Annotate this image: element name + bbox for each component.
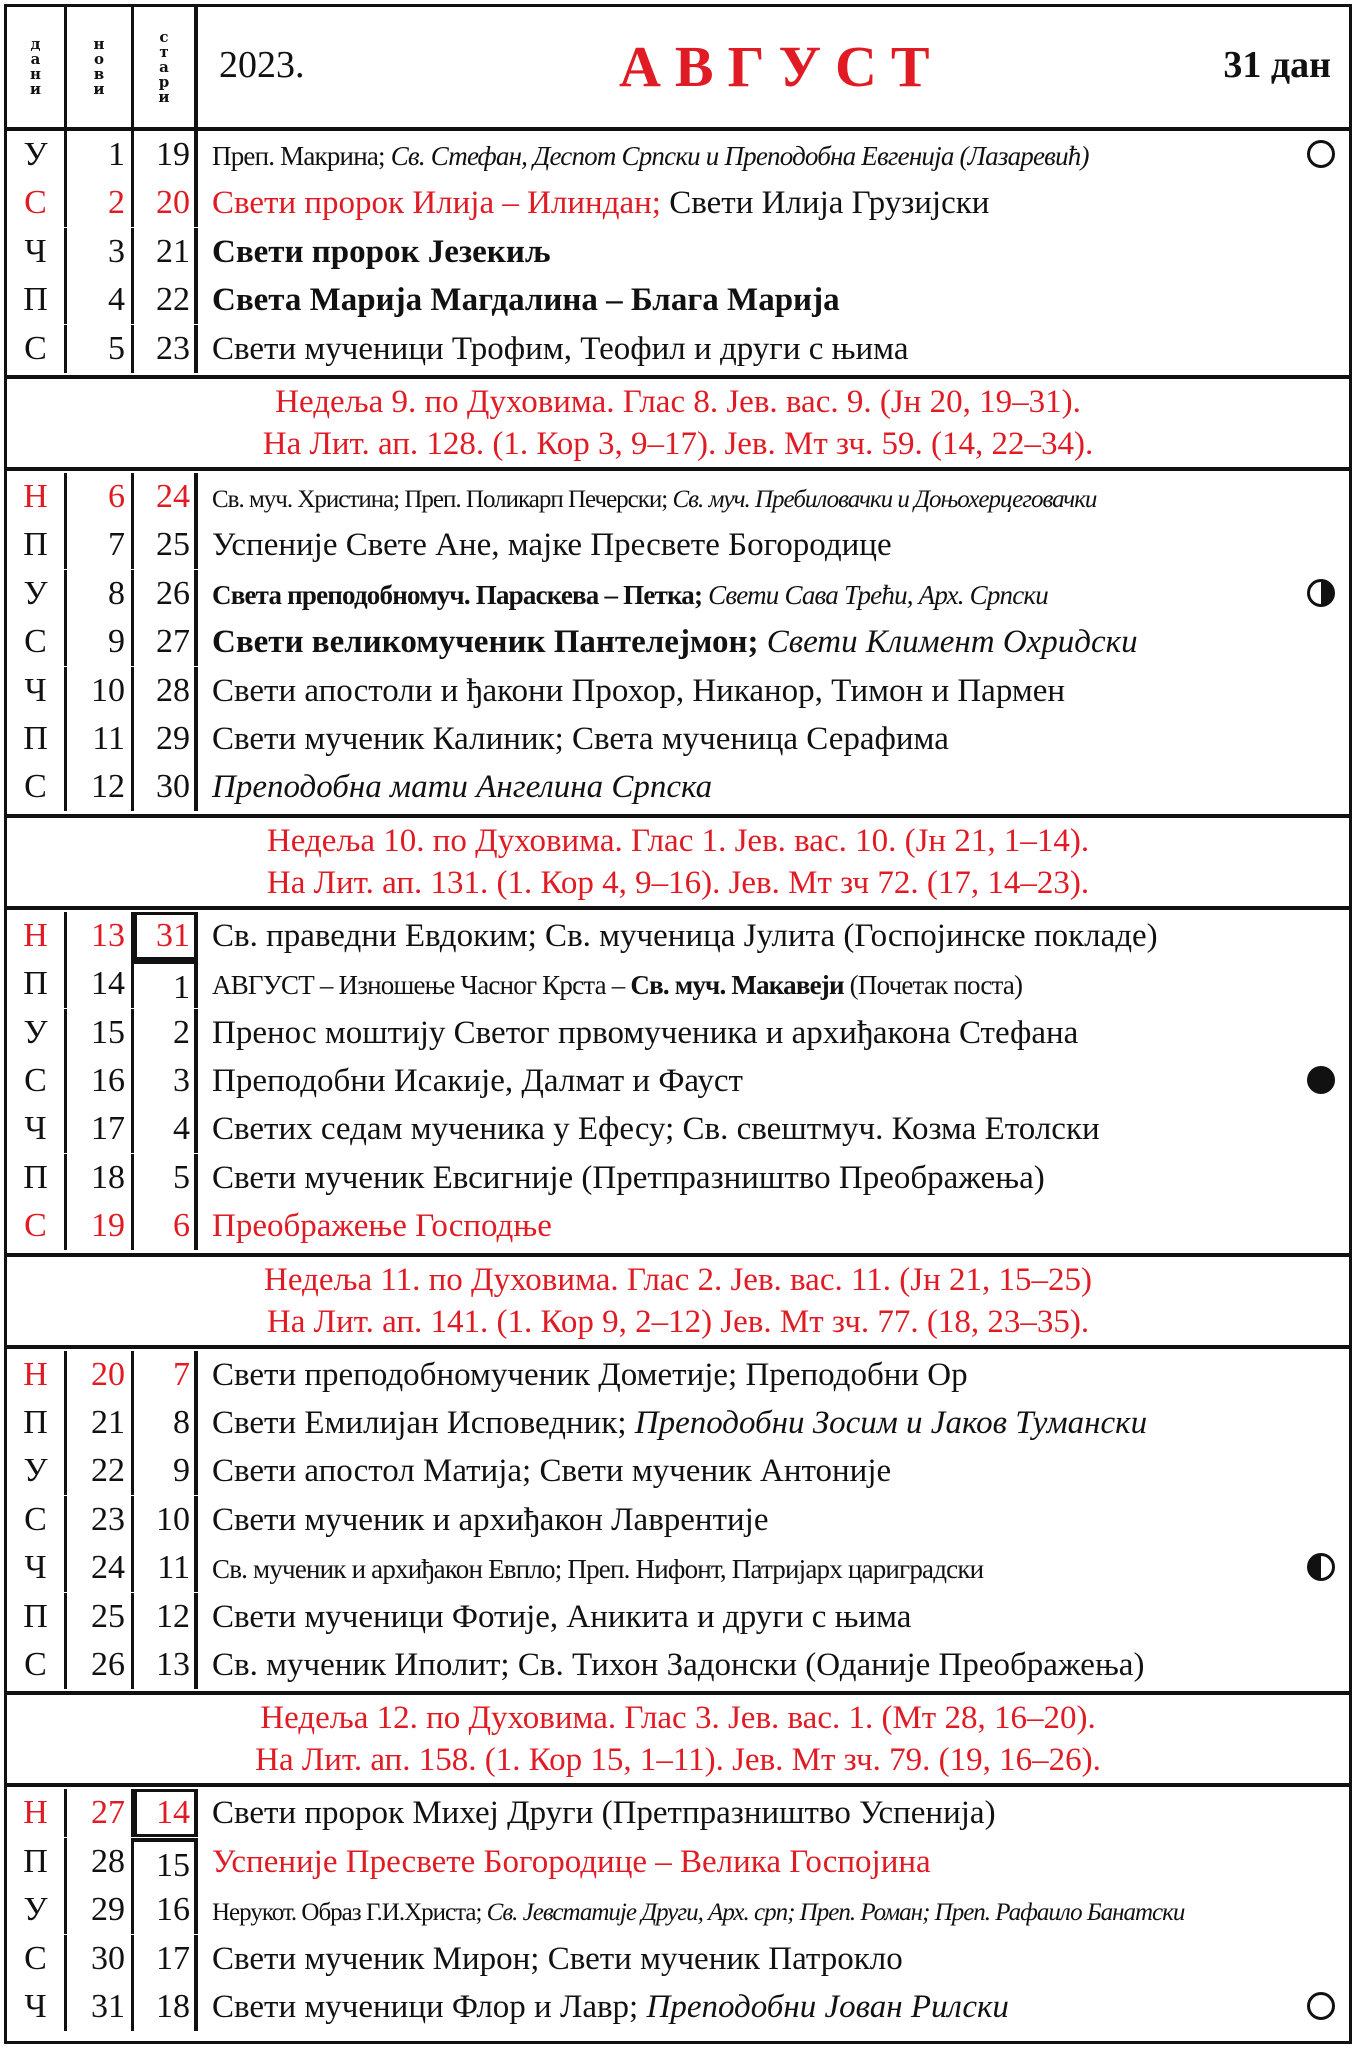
- sunday-reading: [7, 1691, 1349, 1787]
- reading-line: Недеља 12. по Духовима. Глас 3. Јев. вас. 1. (Мт 28, 16–20).: [260, 1700, 1096, 1737]
- new-date: 8: [67, 570, 134, 618]
- day-row: [7, 325, 1349, 373]
- feast-text: [202, 912, 1349, 960]
- sunday-reading: [7, 814, 1349, 910]
- day-row: [7, 228, 1349, 276]
- calendar-header: [7, 7, 1349, 131]
- col-label-letter: а: [30, 50, 41, 68]
- feast-text-part: Преп. Макрина;: [212, 141, 391, 171]
- old-date: 29: [134, 715, 198, 763]
- weekday-letter: С: [7, 1935, 67, 1983]
- new-date: 18: [67, 1154, 134, 1202]
- weekday-letter: П: [7, 960, 67, 1008]
- reading-line: На Лит. ап. 141. (1. Кор 9, 2–12) Јев. Мт зч. 77. (18, 23–35).: [266, 1303, 1090, 1340]
- feast-text-part: Свети мученик Евсигније (Претпразништво Преображења): [212, 1159, 1045, 1196]
- sunday-reading: [7, 375, 1349, 471]
- col-label-letter: д: [30, 35, 41, 53]
- new-date: 19: [67, 1202, 134, 1250]
- old-date: 6: [134, 1202, 198, 1250]
- old-date: 14: [134, 1789, 198, 1837]
- old-date: 22: [134, 276, 198, 324]
- feast-text: [202, 1935, 1349, 1983]
- old-date: 2: [134, 1009, 198, 1057]
- feast-text: [202, 1496, 1349, 1544]
- weekday-letter: Н: [7, 473, 67, 521]
- old-date: 9: [134, 1447, 198, 1495]
- feast-text: [202, 1399, 1349, 1447]
- weekday-letter: У: [7, 1447, 67, 1495]
- day-row: [7, 179, 1349, 227]
- weekday-letter: С: [7, 1496, 67, 1544]
- col-label-old: [134, 7, 198, 127]
- col-label-letter: н: [30, 65, 41, 83]
- day-row: [7, 1641, 1349, 1689]
- weekday-letter: П: [7, 1593, 67, 1641]
- feast-text: [202, 1983, 1349, 2031]
- new-date: 31: [67, 1983, 134, 2031]
- day-row: [7, 667, 1349, 715]
- old-date: 24: [134, 473, 198, 521]
- old-date: 30: [134, 763, 198, 811]
- feast-text-part: Преподобни Исакије, Далмат и Фауст: [212, 1063, 743, 1099]
- day-row: [7, 1105, 1349, 1153]
- col-label-letter: а: [159, 57, 169, 76]
- feast-text-part: (Почетак поста): [843, 970, 1023, 1001]
- weekday-letter: Н: [7, 1789, 67, 1837]
- old-date: 17: [134, 1935, 198, 1983]
- feast-text-part: АВГУСТ – Изношење Часног Крста –: [212, 970, 631, 1001]
- old-date: 20: [134, 179, 198, 227]
- month-title: АВГУСТ: [619, 34, 944, 99]
- feast-text: [202, 473, 1349, 521]
- day-row: [7, 1399, 1349, 1447]
- col-label-letter: и: [158, 87, 170, 106]
- old-date: 5: [134, 1154, 198, 1202]
- feast-text-part: Св. Стефан, Деспот Српски и Преподобна Евгенија (Лазаревић): [390, 141, 1089, 171]
- col-label-letter: в: [93, 65, 105, 83]
- feast-text-part: Нерукот. Образ Г.И.Христа;: [212, 1899, 487, 1927]
- new-date: 14: [67, 960, 134, 1008]
- feast-text-part: Пренос моштију Светог првомученика и архиђакона Стефана: [212, 1014, 1079, 1051]
- new-date: 27: [67, 1789, 134, 1837]
- feast-text: [202, 1447, 1349, 1495]
- day-row: [7, 521, 1349, 569]
- old-date: 7: [134, 1351, 198, 1399]
- reading-line: На Лит. ап. 131. (1. Кор 4, 9–16). Јев. Мт зч 72. (17, 14–23).: [266, 864, 1090, 901]
- old-date: 31: [134, 912, 198, 960]
- day-row: [7, 1154, 1349, 1202]
- year-label: 2023.: [219, 44, 305, 86]
- feast-text-part: Свети мученици Трофим, Теофил и други с њима: [212, 330, 909, 367]
- day-row: [7, 960, 1349, 1008]
- feast-text-part: Свети мученик и архиђакон Лаврентије: [212, 1501, 769, 1538]
- new-date: 4: [67, 276, 134, 324]
- weekday-letter: У: [7, 1009, 67, 1057]
- feast-text-part: Преображење Господње: [212, 1208, 552, 1245]
- new-date: 13: [67, 912, 134, 960]
- feast-text: [202, 276, 1349, 324]
- feast-text-part: Свети великомученик Пантелејмон;: [212, 624, 767, 661]
- day-row: [7, 131, 1349, 179]
- day-row: [7, 1351, 1349, 1399]
- feast-text-part: Свети апостол Матија; Свети мученик Антоније: [212, 1453, 892, 1490]
- day-row: [7, 1593, 1349, 1641]
- day-row: [7, 1202, 1349, 1250]
- feast-text-part: Свети Илија Грузијски: [669, 185, 990, 222]
- day-row: [7, 570, 1349, 618]
- weekday-letter: С: [7, 1057, 67, 1105]
- feast-text-part: Света Марија Магдалина – Блага Марија: [212, 282, 840, 319]
- new-date: 20: [67, 1351, 134, 1399]
- new-date: 3: [67, 228, 134, 276]
- new-date: 25: [67, 1593, 134, 1641]
- feast-text: [202, 1105, 1349, 1153]
- weekday-letter: Ч: [7, 1983, 67, 2031]
- day-row: [7, 1009, 1349, 1057]
- old-date: 10: [134, 1496, 198, 1544]
- weekday-letter: Ч: [7, 1105, 67, 1153]
- weekday-letter: Ч: [7, 228, 67, 276]
- day-row: [7, 1886, 1349, 1934]
- weekday-letter: П: [7, 276, 67, 324]
- weekday-letter: У: [7, 131, 67, 179]
- full-moon-icon: [1307, 1066, 1335, 1094]
- feast-text-part: Св. муч. Христина; Преп. Поликарп Печерски;: [212, 486, 673, 513]
- feast-text: [202, 618, 1349, 666]
- new-date: 5: [67, 325, 134, 373]
- feast-text: [202, 667, 1349, 715]
- feast-text: [202, 763, 1349, 811]
- reading-line: На Лит. ап. 128. (1. Кор 3, 9–17). Јев. Мт зч. 59. (14, 22–34).: [262, 426, 1094, 462]
- weekday-letter: У: [7, 1886, 67, 1934]
- new-date: 26: [67, 1641, 134, 1689]
- feast-text-part: Света преподобномуч. Параскева – Петка;: [212, 579, 709, 610]
- new-date: 29: [67, 1886, 134, 1934]
- col-label-new: [67, 7, 134, 127]
- col-label-letter: и: [29, 80, 42, 98]
- new-date: 7: [67, 521, 134, 569]
- weekday-letter: Ч: [7, 667, 67, 715]
- feast-text: [202, 521, 1349, 569]
- new-date: 10: [67, 667, 134, 715]
- feast-text: [202, 1593, 1349, 1641]
- feast-text: [202, 228, 1349, 276]
- feast-text: [202, 1789, 1349, 1837]
- old-date: 15: [134, 1838, 198, 1886]
- old-date: 12: [134, 1593, 198, 1641]
- new-date: 21: [67, 1399, 134, 1447]
- old-date: 25: [134, 521, 198, 569]
- day-row: [7, 715, 1349, 763]
- feast-text-part: Успеније Пресвете Богородице – Велика Госпојина: [212, 1843, 931, 1880]
- col-label-letter: н: [93, 35, 105, 53]
- weekday-letter: П: [7, 1838, 67, 1886]
- new-date: 6: [67, 473, 134, 521]
- day-row: [7, 763, 1349, 811]
- feast-text-part: Преподобна мати Ангелина Српска: [212, 769, 713, 806]
- weekday-letter: Н: [7, 912, 67, 960]
- weekday-letter: П: [7, 1399, 67, 1447]
- old-date: 19: [134, 131, 198, 179]
- col-label-letter: с: [159, 27, 169, 46]
- new-date: 28: [67, 1838, 134, 1886]
- weekday-letter: Н: [7, 1351, 67, 1399]
- old-date: 1: [134, 960, 198, 1008]
- old-date: 21: [134, 228, 198, 276]
- col-label-letter: о: [93, 50, 104, 68]
- old-date: 26: [134, 570, 198, 618]
- col-label-letter: т: [159, 42, 169, 61]
- feast-text-part: Св. праведни Евдоким; Св. мученица Јулита (Госпојинске покладе): [212, 917, 1158, 954]
- reading-line: На Лит. ап. 158. (1. Кор 15, 1–11). Јев. Мт зч. 79. (19, 16–26).: [255, 1742, 1101, 1779]
- feast-text: [202, 325, 1349, 373]
- feast-text-part: Св. Јевстатије Други, Арх. срп; Преп. Роман; Преп. Рафаило Банатски: [486, 1899, 1185, 1927]
- weekday-letter: С: [7, 763, 67, 811]
- first-quarter-moon-icon: [1307, 579, 1335, 607]
- col-label-days: [7, 7, 67, 127]
- old-date: 11: [134, 1544, 198, 1592]
- new-date: 1: [67, 131, 134, 179]
- feast-text-part: Преподобни Јован Рилски: [646, 1989, 1009, 2025]
- weekday-letter: П: [7, 1154, 67, 1202]
- new-date: 9: [67, 618, 134, 666]
- weekday-letter: С: [7, 1641, 67, 1689]
- sunday-reading: [7, 1253, 1349, 1349]
- last-quarter-moon-icon: [1307, 1553, 1335, 1581]
- feast-text-part: Свети мученици Флор и Лавр;: [212, 1989, 647, 2025]
- feast-text-part: Свети Сава Трећи, Арх. Српски: [708, 579, 1048, 610]
- day-row: [7, 1447, 1349, 1495]
- feast-text-part: Свети Климент Охридски: [766, 624, 1138, 661]
- old-date: 23: [134, 325, 198, 373]
- old-date: 8: [134, 1399, 198, 1447]
- old-date: 18: [134, 1983, 198, 2031]
- old-date: 28: [134, 667, 198, 715]
- feast-text: [202, 1886, 1349, 1934]
- weekday-letter: Ч: [7, 1544, 67, 1592]
- old-date: 4: [134, 1105, 198, 1153]
- new-date: 11: [67, 715, 134, 763]
- feast-text: [202, 1009, 1349, 1057]
- feast-text: [202, 1057, 1349, 1105]
- new-date: 23: [67, 1496, 134, 1544]
- feast-text-part: Свети преподобномученик Дометије; Преподобни Ор: [212, 1356, 968, 1393]
- feast-text-part: Свети мученик Калиник; Света мученица Серафима: [212, 721, 949, 757]
- day-row: [7, 473, 1349, 521]
- new-moon-icon: [1307, 140, 1335, 168]
- day-row: [7, 1983, 1349, 2031]
- reading-line: Недеља 9. по Духовима. Глас 8. Јев. вас. 9. (Јн 20, 19–31).: [275, 384, 1081, 420]
- feast-text-part: Свети пророк Језекиљ: [212, 233, 551, 270]
- old-date: 16: [134, 1886, 198, 1934]
- day-row: [7, 1496, 1349, 1544]
- new-date: 12: [67, 763, 134, 811]
- feast-text-part: Преподобни Зосим и Јаков Тумански: [634, 1405, 1148, 1441]
- feast-text-part: Успеније Свете Ане, мајке Пресвете Богородице: [212, 527, 892, 564]
- new-date: 24: [67, 1544, 134, 1592]
- days-count: 31 дан: [1223, 44, 1331, 86]
- weekday-letter: У: [7, 570, 67, 618]
- feast-text-part: Св. муч. Пребиловачки и Доњохерцеговачки: [672, 486, 1097, 513]
- feast-text: [202, 1838, 1349, 1886]
- feast-text-part: Свети апостоли и ђакони Прохор, Никанор, Тимон и Пармен: [212, 672, 1066, 709]
- day-row: [7, 1838, 1349, 1886]
- feast-text: [202, 1202, 1349, 1250]
- weekday-letter: С: [7, 325, 67, 373]
- new-moon-icon: [1307, 1992, 1335, 2020]
- weekday-letter: С: [7, 1202, 67, 1250]
- feast-text: [202, 1351, 1349, 1399]
- day-row: [7, 1057, 1349, 1105]
- feast-text: [202, 960, 1349, 1008]
- new-date: 15: [67, 1009, 134, 1057]
- new-date: 16: [67, 1057, 134, 1105]
- weekday-letter: С: [7, 179, 67, 227]
- feast-text-part: Свети мученици Фотије, Аникита и други с њима: [212, 1598, 912, 1635]
- new-date: 2: [67, 179, 134, 227]
- feast-text-part: Светих седам мученика у Ефесу; Св. свештмуч. Козма Етолски: [212, 1111, 1100, 1148]
- feast-text: [202, 715, 1349, 763]
- col-label-letter: и: [93, 80, 105, 98]
- col-label-letter: р: [158, 72, 170, 91]
- day-row: [7, 1935, 1349, 1983]
- feast-text-part: Свети Емилијан Исповедник;: [212, 1405, 635, 1441]
- day-row: [7, 276, 1349, 324]
- old-date: 3: [134, 1057, 198, 1105]
- feast-text: [202, 1154, 1349, 1202]
- day-row: [7, 1544, 1349, 1592]
- old-date: 13: [134, 1641, 198, 1689]
- reading-line: Недеља 11. по Духовима. Глас 2. Јев. вас. 11. (Јн 21, 15–25): [264, 1261, 1092, 1298]
- calendar-page: [4, 4, 1352, 2044]
- feast-text-part: Св. мученик Иполит; Св. Тихон Задонски (Оданије Преображења): [212, 1647, 1145, 1683]
- feast-text: [202, 570, 1349, 618]
- feast-text-part: Свети пророк Михеј Други (Претпразништво Успенија): [212, 1795, 996, 1832]
- day-row: [7, 1789, 1349, 1837]
- weekday-letter: П: [7, 521, 67, 569]
- feast-text-part: Свети мученик Мирон; Свети мученик Патрокло: [212, 1940, 903, 1977]
- feast-text: [202, 1544, 1349, 1592]
- day-row: [7, 618, 1349, 666]
- new-date: 30: [67, 1935, 134, 1983]
- old-date: 27: [134, 618, 198, 666]
- feast-text: [202, 179, 1349, 227]
- feast-text: [202, 1641, 1349, 1689]
- feast-text-part: Св. мученик и архиђакон Евпло; Преп. Нифонт, Патријарх цариградски: [212, 1554, 984, 1585]
- weekday-letter: С: [7, 618, 67, 666]
- feast-text-part: Свети пророк Илија – Илиндан;: [212, 185, 670, 222]
- reading-line: Недеља 10. по Духовима. Глас 1. Јев. вас. 10. (Јн 21, 1–14).: [266, 822, 1090, 859]
- new-date: 22: [67, 1447, 134, 1495]
- feast-text-part: Св. муч. Макавеји: [630, 970, 844, 1001]
- day-row: [7, 912, 1349, 960]
- new-date: 17: [67, 1105, 134, 1153]
- weekday-letter: П: [7, 715, 67, 763]
- feast-text: [202, 131, 1349, 179]
